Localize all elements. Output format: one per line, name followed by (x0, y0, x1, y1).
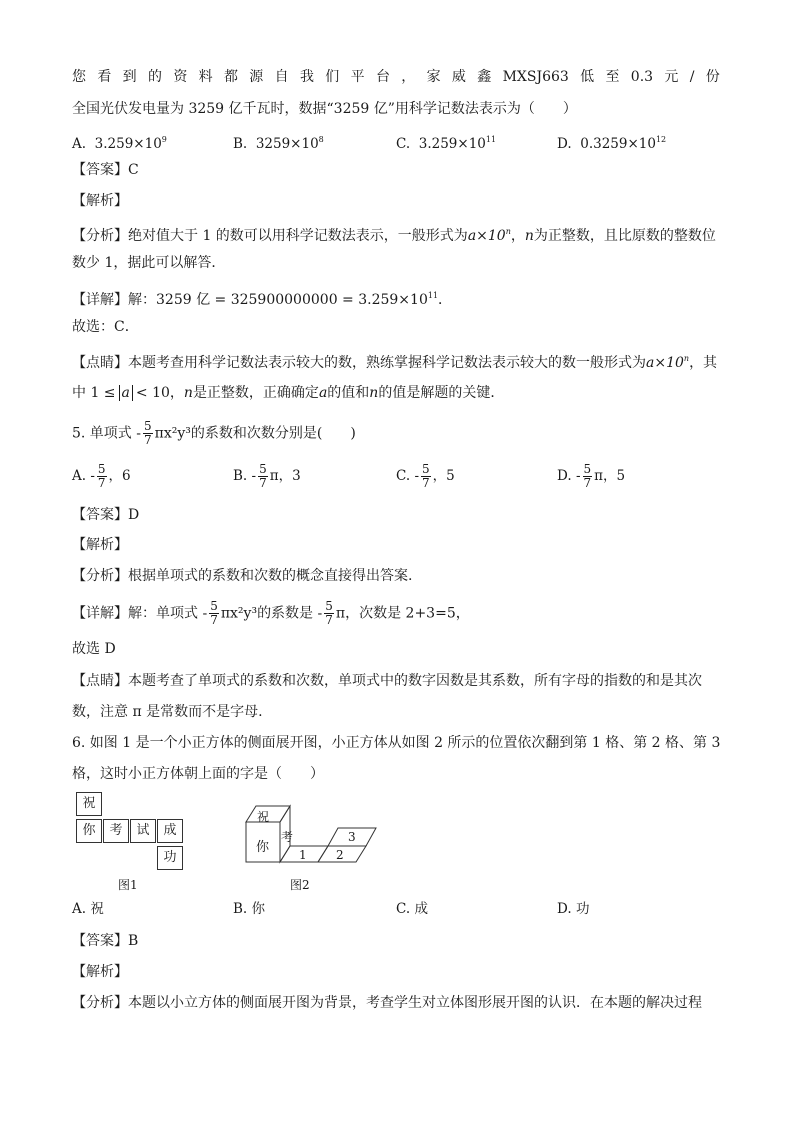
header-word: 资 (173, 69, 188, 85)
header-word: 料 (198, 69, 213, 85)
header-word: 的 (147, 69, 162, 85)
q6-answer: 【答案】B (72, 933, 139, 949)
header-word: 台 (375, 69, 390, 85)
q5-option-a: A. - $\frac{5}{7}$ ，6 (72, 462, 131, 490)
q6-analysis-tag: 【解析】 (72, 964, 128, 980)
header-word: 源 (249, 69, 264, 85)
q5-question: 5. 单项式 - $\frac{5}{7}$ πx²y³的系数和次数分别是( ) (72, 419, 356, 447)
q6-question-2: 格，这时小正方体朝上面的字是（ ） (72, 766, 324, 782)
q5-fraction: $\frac{5}{7}$ (144, 419, 152, 447)
header-word: ， (401, 69, 416, 85)
q5-answer: 【答案】D (72, 507, 140, 523)
fig1-cell: 你 (76, 819, 102, 843)
q5-option-b: B. - $\frac{5}{7}$ π，3 (233, 462, 301, 490)
q6-fenxi: 【分析】本题以小立方体的侧面展开图为背景，考查学生对立体图形展开图的认识．在本题的解决过程 (72, 995, 702, 1011)
fig1-cell: 考 (103, 819, 129, 843)
q5-option-c: C. - $\frac{5}{7}$ ，5 (396, 462, 455, 490)
header-word: / (689, 69, 695, 85)
q4-answer: 【答案】C (72, 162, 139, 178)
header-word: MXSJ663 (502, 69, 569, 85)
header-word: 鑫 (477, 69, 492, 85)
q5-choose: 故选 D (72, 641, 116, 657)
q5-option-d: D. - $\frac{5}{7}$ π，5 (557, 462, 626, 490)
q6-option-b: B. 你 (233, 901, 266, 917)
header-word: 都 (223, 69, 238, 85)
header-word: 份 (705, 69, 720, 85)
fig2-caption: 图2 (290, 878, 310, 892)
q4-fenxi-1: 【分析】绝对值大于 1 的数可以用科学记数法表示，一般形式为$a\times 10^n$，n为正整数，且比原数的整数位 (72, 227, 716, 244)
fig2-side-face: 考 (281, 830, 294, 844)
q4-dianjing-1: 【点睛】本题考查用科学记数法表示较大的数，熟练掌握科学记数法表示较大的数一般形式为$a\times 10^n$，其 (72, 354, 718, 371)
header-word: 看 (97, 69, 112, 85)
q4-dianjing-2: 中 1 ≤ a < 10，n是正整数，正确确定a的值和n的值是解题的关键． (72, 385, 505, 401)
header-word: 家 (426, 69, 441, 85)
fig1-cell: 功 (157, 846, 183, 870)
q6-option-c: C. 成 (396, 901, 428, 917)
fig2-front-face: 你 (256, 840, 270, 855)
q4-detail: 【详解】解：3259 亿 = $325900000000 = 3.259\times 10^{11}$． (72, 291, 453, 308)
header-word: 平 (350, 69, 365, 85)
q5-analysis-tag: 【解析】 (72, 537, 128, 553)
header-word: 威 (451, 69, 466, 85)
q4-analysis-tag: 【解析】 (72, 193, 128, 209)
header-word: 到 (122, 69, 137, 85)
q4-option-a: A. $3.259\times 10^9$ (72, 135, 167, 152)
q4-question: 全国光伏发电量为 3259 亿千瓦时，数据“3259 亿”用科学记数法表示为（ ） (72, 101, 577, 117)
header-word: 至 (605, 69, 620, 85)
fig2-grid-1: 1 (299, 848, 307, 862)
q4-fenxi-2: 数少 1，据此可以解答． (72, 255, 226, 271)
header-line (72, 68, 720, 86)
q6-figures (70, 792, 400, 892)
header-word: 我 (299, 69, 314, 85)
q4-choose: 故选：C． (72, 319, 139, 335)
header-word: 低 (580, 69, 595, 85)
q4-option-b: B. $3259\times 10^8$ (233, 135, 324, 152)
fig1-cell: 试 (130, 819, 156, 843)
fig1-cell: 成 (157, 819, 183, 843)
fig1-caption: 图1 (118, 878, 138, 892)
q4-option-d: D. $0.3259\times 10^{12}$ (557, 135, 667, 152)
header-word: 自 (274, 69, 289, 85)
q4-option-c: C. $3.259\times 10^{11}$ (396, 135, 497, 152)
q5-dianjing-2: 数，注意 π 是常数而不是字母. (72, 704, 263, 720)
fig2-grid-2: 2 (336, 848, 344, 862)
q5-dianjing-1: 【点睛】本题考查了单项式的系数和次数，单项式中的数字因数是其系数，所有字母的指数的和是其次 (72, 673, 702, 689)
fig2-grid-3: 3 (348, 830, 356, 844)
q5-fenxi: 【分析】根据单项式的系数和次数的概念直接得出答案. (72, 568, 413, 584)
header-word: 元 (664, 69, 679, 85)
q5-detail: 【详解】解：单项式 - $\frac{5}{7}$ πx²y³的系数是 - $\frac{5}{7}$ π，次数是 2+3=5， (72, 599, 470, 627)
header-word: 们 (325, 69, 340, 85)
q6-option-a: A. 祝 (72, 901, 104, 917)
fig2-top-face: 祝 (257, 810, 270, 824)
header-word: 0.3 (630, 69, 654, 85)
fig1-cell: 祝 (76, 792, 102, 816)
header-word: 您 (72, 69, 86, 85)
q6-question-1: 6. 如图 1 是一个小正方体的侧面展开图，小正方体从如图 2 所示的位置依次翻到第 1 格、第 2 格、第 3 (72, 735, 721, 751)
q6-option-d: D. 功 (557, 901, 590, 917)
